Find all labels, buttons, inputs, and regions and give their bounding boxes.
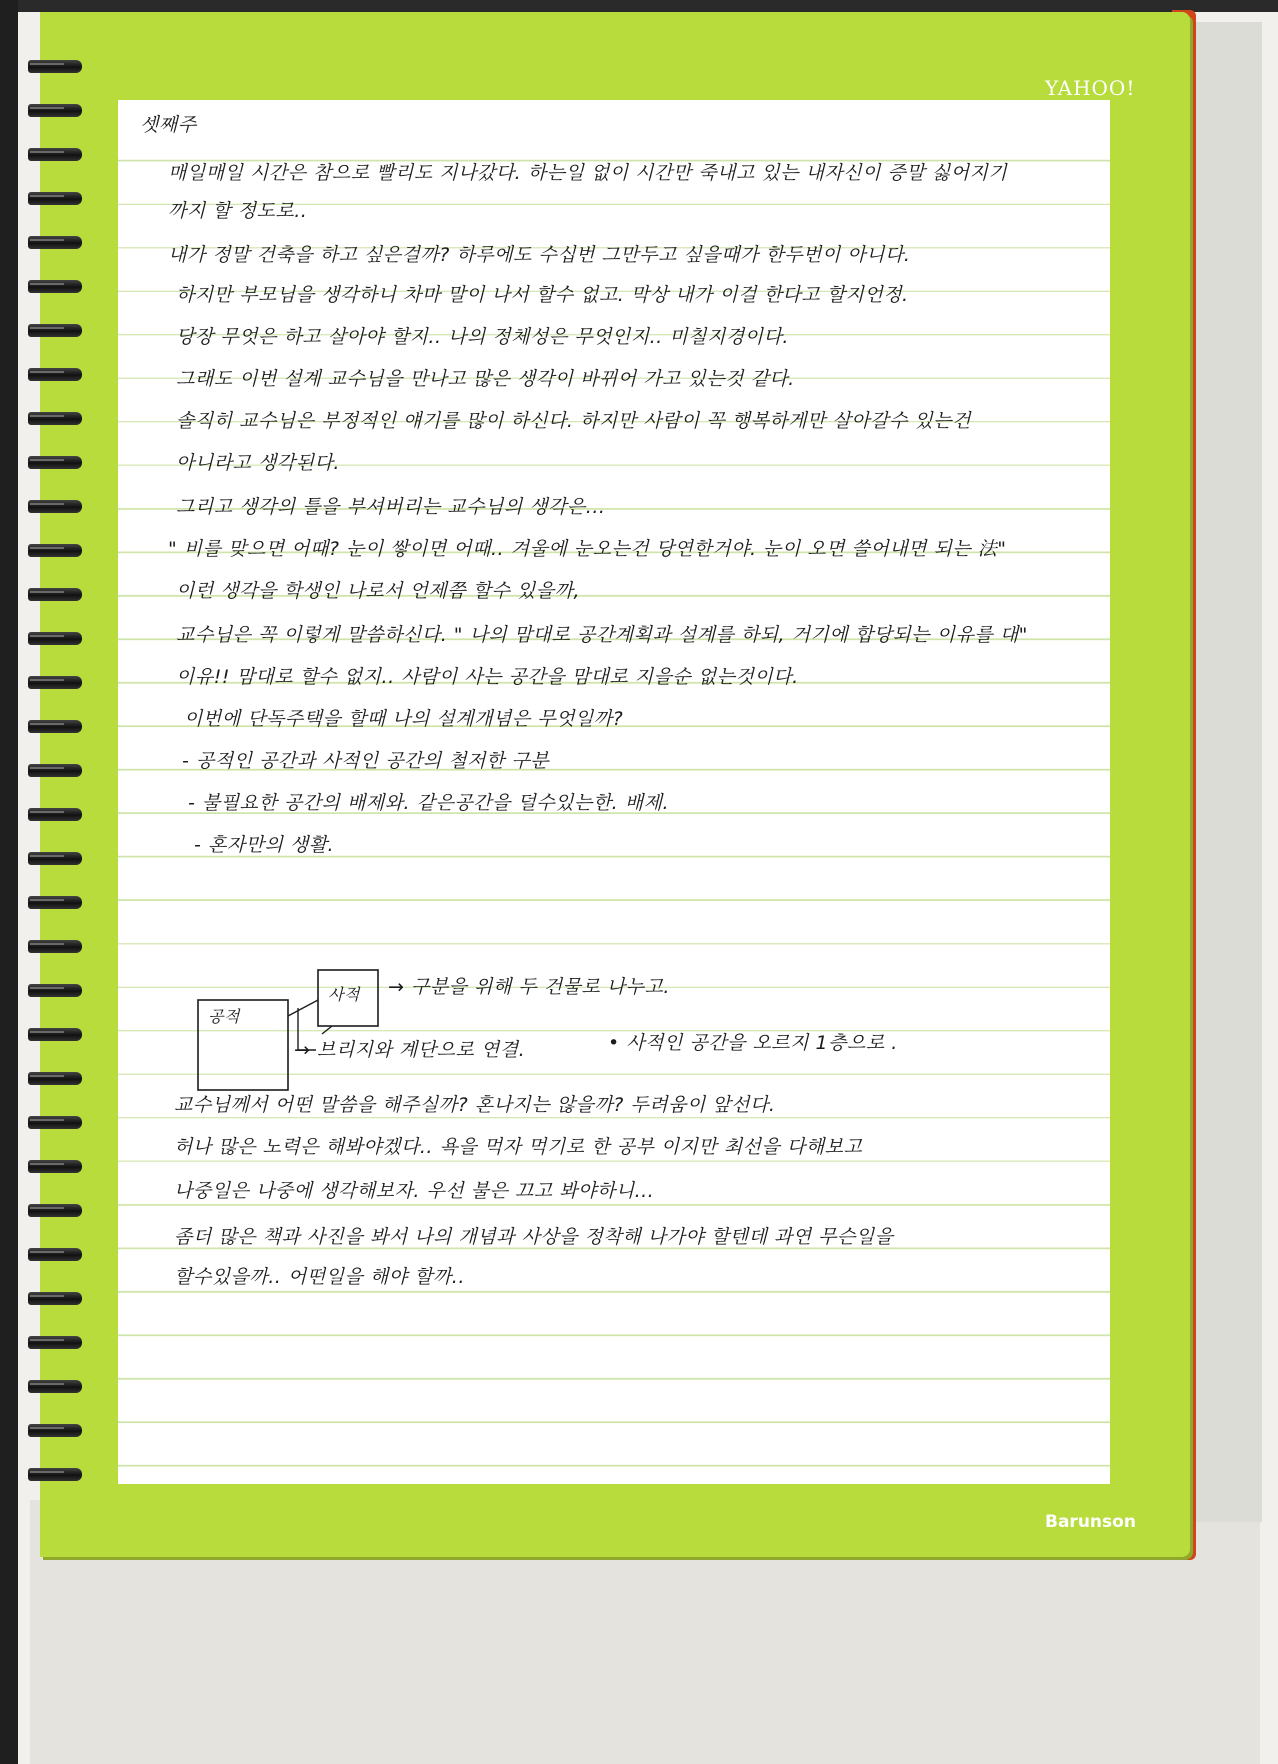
spiral-coil <box>28 852 82 865</box>
sketch-label-public: 공적 <box>208 1007 240 1026</box>
brand-logo-bottom: Barunson <box>1045 1512 1136 1532</box>
spiral-coil <box>28 764 82 777</box>
spiral-coil <box>28 896 82 909</box>
diary-line: 이유!! 맘대로 할수 없지.. 사람이 사는 공간을 맘대로 지을순 없는것이다. <box>176 666 799 688</box>
spiral-coil <box>28 192 82 205</box>
sketch-side-note: • 사적인 공간을 오르지 1층으로 . <box>608 1032 898 1054</box>
sketch-note: → 구분을 위해 두 건물로 나누고. <box>388 976 670 998</box>
diary-line: 할수있을까.. 어떤일을 해야 할까.. <box>174 1266 465 1288</box>
diary-line: - 불필요한 공간의 배제와. 같은공간을 덜수있는한. 배제. <box>188 792 670 814</box>
diary-line: 교수님께서 어떤 말씀을 해주실까? 혼나지는 않을까? 두려움이 앞선다. <box>174 1094 776 1116</box>
spiral-coil <box>28 808 82 821</box>
sketch-connector <box>322 1026 332 1034</box>
diary-line: 매일매일 시간은 참으로 빨리도 지나갔다. 하는일 없이 시간만 죽내고 있는 내자신이 증말 싫어지기 <box>168 162 1008 184</box>
diary-heading: 셋째주 <box>140 114 197 136</box>
diary-line: 아니라고 생각된다. <box>176 452 340 474</box>
diary-line: 이런 생각을 학생인 나로서 언제쯤 할수 있을까, <box>176 580 581 602</box>
spiral-coil <box>28 412 82 425</box>
spiral-coil <box>28 60 82 73</box>
diary-line: 교수님은 꼭 이렇게 말씀하신다. " 나의 맘대로 공간계획과 설계를 하되, 거기에 합당되는 이유를 대" <box>176 624 1028 646</box>
diary-line: 까지 할 정도로.. <box>168 200 308 222</box>
page-shadow <box>1192 22 1262 1522</box>
spiral-coil <box>28 632 82 645</box>
spiral-binding <box>28 60 88 1500</box>
spiral-coil <box>28 1468 82 1481</box>
diary-line: 그리고 생각의 틀을 부셔버리는 교수님의 생각은... <box>176 496 606 518</box>
diary-line: - 공적인 공간과 사적인 공간의 철저한 구분 <box>182 750 550 772</box>
spiral-coil <box>28 1380 82 1393</box>
spiral-coil <box>28 1204 82 1217</box>
diary-line: 이번에 단독주택을 할때 나의 설계개념은 무엇일까? <box>184 708 624 730</box>
diary-line: 당장 무엇은 하고 살아야 할지.. 나의 정체성은 무엇인지.. 미칠지경이다. <box>176 326 789 348</box>
notebook-page <box>118 100 1110 1484</box>
spiral-coil <box>28 940 82 953</box>
spiral-coil <box>28 1248 82 1261</box>
spiral-coil <box>28 148 82 161</box>
sketch-label-private: 사적 <box>328 985 360 1004</box>
diary-line: 솔직히 교수님은 부정적인 얘기를 많이 하신다. 하지만 사람이 꼭 행복하게만 살아갈수 있는건 <box>176 410 971 432</box>
spiral-coil <box>28 544 82 557</box>
spiral-coil <box>28 1116 82 1129</box>
spiral-coil <box>28 368 82 381</box>
spiral-coil <box>28 1336 82 1349</box>
spiral-coil <box>28 500 82 513</box>
diary-text <box>118 100 1110 1484</box>
spiral-coil <box>28 456 82 469</box>
diary-line: 나중일은 나중에 생각해보자. 우선 불은 끄고 봐야하니... <box>174 1180 655 1202</box>
spiral-coil <box>28 984 82 997</box>
spiral-coil <box>28 1424 82 1437</box>
sketch-note: → 브리지와 계단으로 연결. <box>294 1039 526 1061</box>
spiral-coil <box>28 676 82 689</box>
spiral-coil <box>28 1292 82 1305</box>
diary-line: 좀더 많은 책과 사진을 봐서 나의 개념과 사상을 정착해 나가야 할텐데 과연 무슨일을 <box>174 1226 894 1248</box>
scan-edge-left <box>0 0 18 1764</box>
spiral-coil <box>28 720 82 733</box>
sketch-bridge <box>288 1000 318 1016</box>
spiral-coil <box>28 324 82 337</box>
scan-edge-top <box>0 0 1278 12</box>
spiral-coil <box>28 1160 82 1173</box>
diary-line: " 비를 맞으면 어때? 눈이 쌓이면 어때.. 겨울에 눈오는건 당연한거야. 눈이 오면 쓸어내면 되는 法" <box>168 538 1007 560</box>
spiral-coil <box>28 280 82 293</box>
brand-logo-top: YAHOO! <box>1045 76 1136 100</box>
spiral-coil <box>28 588 82 601</box>
diary-line: - 혼자만의 생활. <box>194 834 335 856</box>
spiral-coil <box>28 1072 82 1085</box>
spiral-coil <box>28 236 82 249</box>
diary-line: 그래도 이번 설계 교수님을 만나고 많은 생각이 바뀌어 가고 있는것 같다. <box>176 368 795 390</box>
diary-line: 허나 많은 노력은 해봐야겠다.. 욕을 먹자 먹기로 한 공부 이지만 최선을 다해보고 <box>174 1136 863 1158</box>
diary-line: 하지만 부모님을 생각하니 차마 말이 나서 할수 없고. 막상 내가 이걸 한다고 할지언정. <box>176 284 909 306</box>
diary-line: 내가 정말 건축을 하고 싶은걸까? 하루에도 수십번 그만두고 싶을때가 한두번이 아니다. <box>168 244 911 266</box>
spiral-coil <box>28 104 82 117</box>
spiral-coil <box>28 1028 82 1041</box>
